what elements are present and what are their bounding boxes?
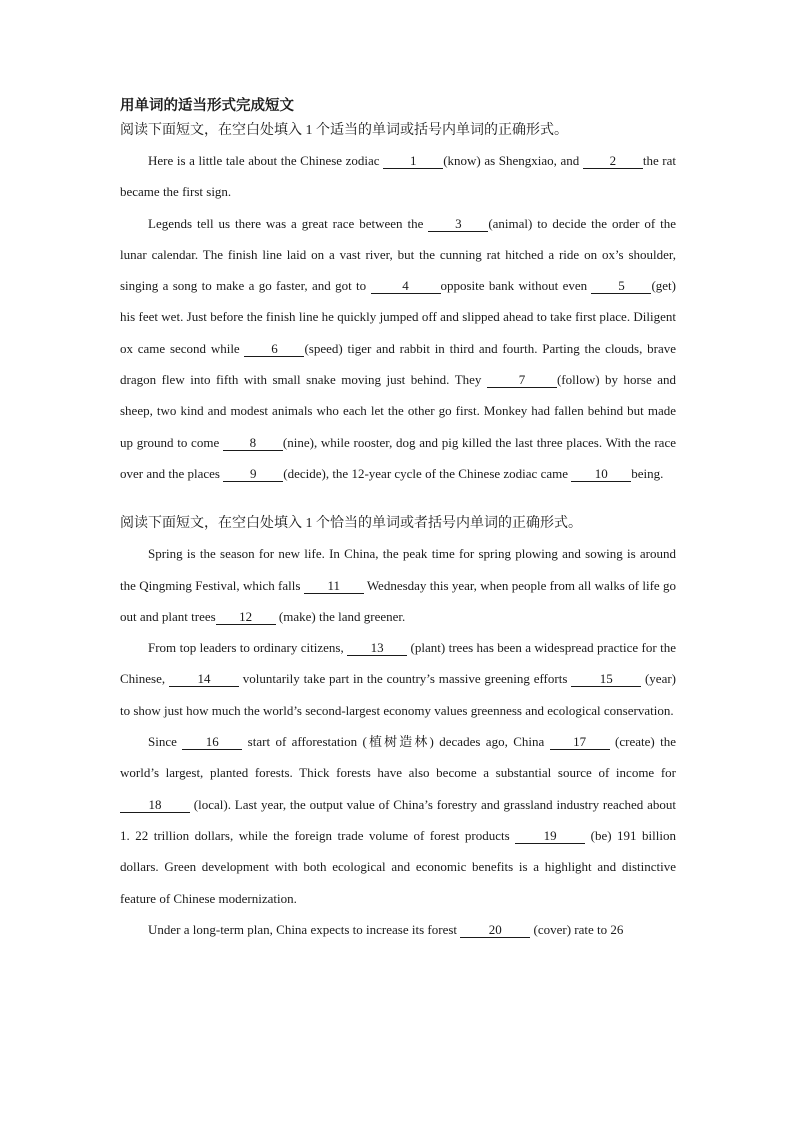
blank-15[interactable]: 15 — [571, 671, 641, 687]
text: Here is a little tale about the Chinese zodiac — [148, 153, 384, 168]
text: From top leaders to ordinary citizens, — [148, 640, 348, 656]
blank-16[interactable]: 16 — [182, 734, 242, 750]
text: Under a long-term plan, China expects to increase its forest — [148, 921, 461, 937]
section1-instruction: 阅读下面短文，在空白处填入 1 个适当的单词或括号内单词的正确形式。 — [120, 123, 568, 138]
text: (get) his feet wet. Just before the finish line he quickly jumped off and slipped ahead to take first place. Diligent ox came second while — [120, 278, 676, 356]
text: (follow) by horse and sheep, two kind and modest animals who each let the other go first. Monkey had fallen behind but made up ground to come — [120, 372, 677, 450]
text: being. — [631, 465, 664, 481]
section1-paragraph-2 — [120, 208, 676, 490]
text: (create) the world’s largest, planted forests. Thick forests have also become a substantial source of income for — [120, 734, 676, 781]
blank-8[interactable]: 8 — [223, 435, 283, 451]
blank-17[interactable]: 17 — [550, 734, 610, 750]
text: voluntarily take part in the country’s massive greening efforts — [238, 671, 572, 687]
text: (plant) trees has been a widespread practice for the Chinese, — [120, 640, 676, 687]
section2-paragraph-1 — [120, 538, 676, 632]
blank-4[interactable]: 4 — [371, 278, 441, 294]
text: (cover) rate to 26 — [530, 921, 624, 937]
text: (animal) to decide the order of the lunar calendar. The finish line laid on a vast river, but the cunning rat hitched a ride on ox’s shoulder, singing a song to make a go faster, and got to — [120, 215, 676, 294]
blank-10[interactable]: 10 — [571, 466, 631, 482]
blank-3[interactable]: 3 — [428, 216, 488, 232]
blank-6[interactable]: 6 — [244, 341, 304, 357]
worksheet-title: 用单词的适当形式完成短文 — [120, 98, 294, 114]
text: (know) as Shengxiao, and — [443, 153, 583, 168]
text: (decide), the 12-year cycle of the Chinese zodiac came — [283, 465, 572, 481]
text: (nine), while rooster, dog and pig killed the last three places. With the race over and the places — [120, 434, 676, 481]
blank-11[interactable]: 11 — [304, 578, 364, 594]
text: (be) 191 billion dollars. Green development with both ecological and economic benefits is a highlight and distinctive feature of Chinese modernization. — [120, 827, 676, 906]
text: (year) to show just how much the world’s second-largest economy values greenness and ecological conservation. — [120, 671, 677, 718]
text: Spring is the season for new life. In China, the peak time for spring plowing and sowing is around the Qingming Festival, which falls — [120, 546, 676, 593]
text: Wednesday this year, when people from all walks of life go out and plant trees — [120, 577, 676, 624]
text: (speed) tiger and rabbit in third and fourth. Parting the clouds, brave dragon flew into fifth with small snake moving just behind. They — [120, 340, 677, 388]
blank-12[interactable]: 12 — [216, 609, 276, 625]
blank-1[interactable]: 1 — [383, 153, 443, 169]
section1-paragraph-1 — [120, 145, 676, 208]
text: (make) the land greener. — [275, 608, 406, 624]
blank-14[interactable]: 14 — [169, 671, 239, 687]
blank-2[interactable]: 2 — [583, 153, 643, 169]
text: Since — [148, 734, 183, 750]
section2-instruction: 阅读下面短文，在空白处填入 1 个恰当的单词或者括号内单词的正确形式。 — [120, 516, 582, 532]
blank-19[interactable]: 19 — [515, 828, 585, 844]
section-gap — [120, 489, 676, 514]
section2-paragraph-2 — [120, 632, 676, 726]
section2-paragraph-3 — [120, 726, 676, 914]
blank-20[interactable]: 20 — [460, 922, 530, 938]
blank-5[interactable]: 5 — [591, 278, 651, 294]
text: the rat became the first sign. — [120, 153, 677, 200]
blank-13[interactable]: 13 — [347, 640, 407, 656]
text: Legends tell us there was a great race between the — [148, 215, 429, 231]
text: opposite bank without even — [440, 278, 592, 294]
blank-18[interactable]: 18 — [120, 797, 190, 813]
blank-7[interactable]: 7 — [487, 372, 557, 388]
section2-paragraph-4 — [120, 914, 676, 945]
text: start of afforestation (植树造林) decades ago, China — [242, 734, 550, 750]
text: (local). Last year, the output value of China’s forestry and grassland industry reached about 1. 22 trillion dollars, while the foreign trade volume of forest products — [120, 796, 676, 843]
blank-9[interactable]: 9 — [223, 466, 283, 482]
